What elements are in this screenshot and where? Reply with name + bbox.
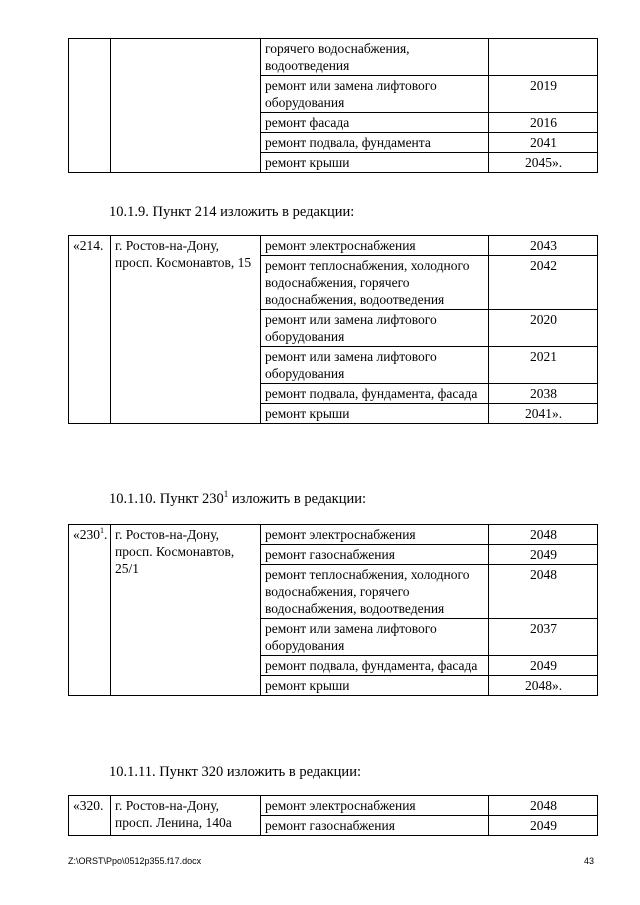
year-cell: 2048». [489, 676, 598, 696]
table-row [69, 39, 598, 76]
year-cell: 2021 [489, 347, 598, 384]
item-number-superscript: 1 [100, 526, 104, 535]
work-cell: ремонт или замена лифтового оборудования [261, 76, 489, 113]
table-item-214 [68, 235, 598, 424]
year-cell: 2041». [489, 404, 598, 424]
footer-file-path: Z:\ORST\Ppo\0512p355.f17.docx [68, 856, 202, 866]
item-number-end: . [104, 527, 108, 542]
work-cell: ремонт электроснабжения [261, 796, 489, 816]
table-item-320 [68, 795, 598, 836]
work-cell: ремонт подвала, фундамента, фасада [261, 384, 489, 404]
table-row [69, 236, 598, 256]
year-cell: 2043 [489, 236, 598, 256]
work-cell: ремонт или замена лифтового оборудования [261, 347, 489, 384]
work-cell: ремонт газоснабжения [261, 545, 489, 565]
item-number: «230 [73, 527, 100, 542]
section-heading [109, 490, 366, 508]
item-number-cell: «214. [69, 236, 111, 424]
address-cell [111, 39, 261, 173]
work-cell: ремонт подвала, фундамента, фасада [261, 656, 489, 676]
table-continuation [68, 38, 598, 173]
work-cell: ремонт или замена лифтового оборудования [261, 619, 489, 656]
item-number-cell [69, 525, 111, 696]
work-cell: ремонт теплоснабжения, холодного водоснабжения, горячего водоснабжения, водоотведения [261, 256, 489, 310]
work-cell: ремонт фасада [261, 113, 489, 133]
year-cell: 2048 [489, 525, 598, 545]
table-row [69, 525, 598, 545]
year-cell: 2016 [489, 113, 598, 133]
year-cell [489, 39, 598, 76]
year-cell: 2049 [489, 816, 598, 836]
address-cell: г. Ростов-на-Дону, просп. Ленина, 140а [111, 796, 261, 836]
page-number: 43 [584, 856, 595, 866]
table-item-230-1 [68, 524, 598, 696]
work-cell: ремонт электроснабжения [261, 525, 489, 545]
heading-text: изложить в редакции: [228, 491, 367, 507]
year-cell: 2038 [489, 384, 598, 404]
year-cell: 2020 [489, 310, 598, 347]
work-cell: горячего водоснабжения, водоотведения [261, 39, 489, 76]
year-cell: 2037 [489, 619, 598, 656]
year-cell: 2019 [489, 76, 598, 113]
work-cell: ремонт крыши [261, 404, 489, 424]
year-cell: 2042 [489, 256, 598, 310]
work-cell: ремонт подвала, фундамента [261, 133, 489, 153]
heading-text: 10.1.10. Пункт 230 [109, 491, 224, 507]
work-cell: ремонт газоснабжения [261, 816, 489, 836]
year-cell: 2048 [489, 796, 598, 816]
item-number-cell: «320. [69, 796, 111, 836]
work-cell: ремонт электроснабжения [261, 236, 489, 256]
work-cell: ремонт крыши [261, 676, 489, 696]
section-heading: 10.1.9. Пункт 214 изложить в редакции: [109, 204, 355, 220]
address-cell: г. Ростов-на-Дону, просп. Космонавтов, 25/1 [111, 525, 261, 696]
year-cell: 2041 [489, 133, 598, 153]
year-cell: 2045». [489, 153, 598, 173]
year-cell: 2048 [489, 565, 598, 619]
table-row [69, 796, 598, 816]
section-heading: 10.1.11. Пункт 320 изложить в редакции: [109, 764, 361, 780]
address-cell: г. Ростов-на-Дону, просп. Космонавтов, 15 [111, 236, 261, 424]
work-cell: ремонт крыши [261, 153, 489, 173]
year-cell: 2049 [489, 545, 598, 565]
year-cell: 2049 [489, 656, 598, 676]
work-cell: ремонт или замена лифтового оборудования [261, 310, 489, 347]
work-cell: ремонт теплоснабжения, холодного водоснабжения, горячего водоснабжения, водоотведения [261, 565, 489, 619]
heading-superscript: 1 [223, 489, 229, 499]
item-number-cell [69, 39, 111, 173]
